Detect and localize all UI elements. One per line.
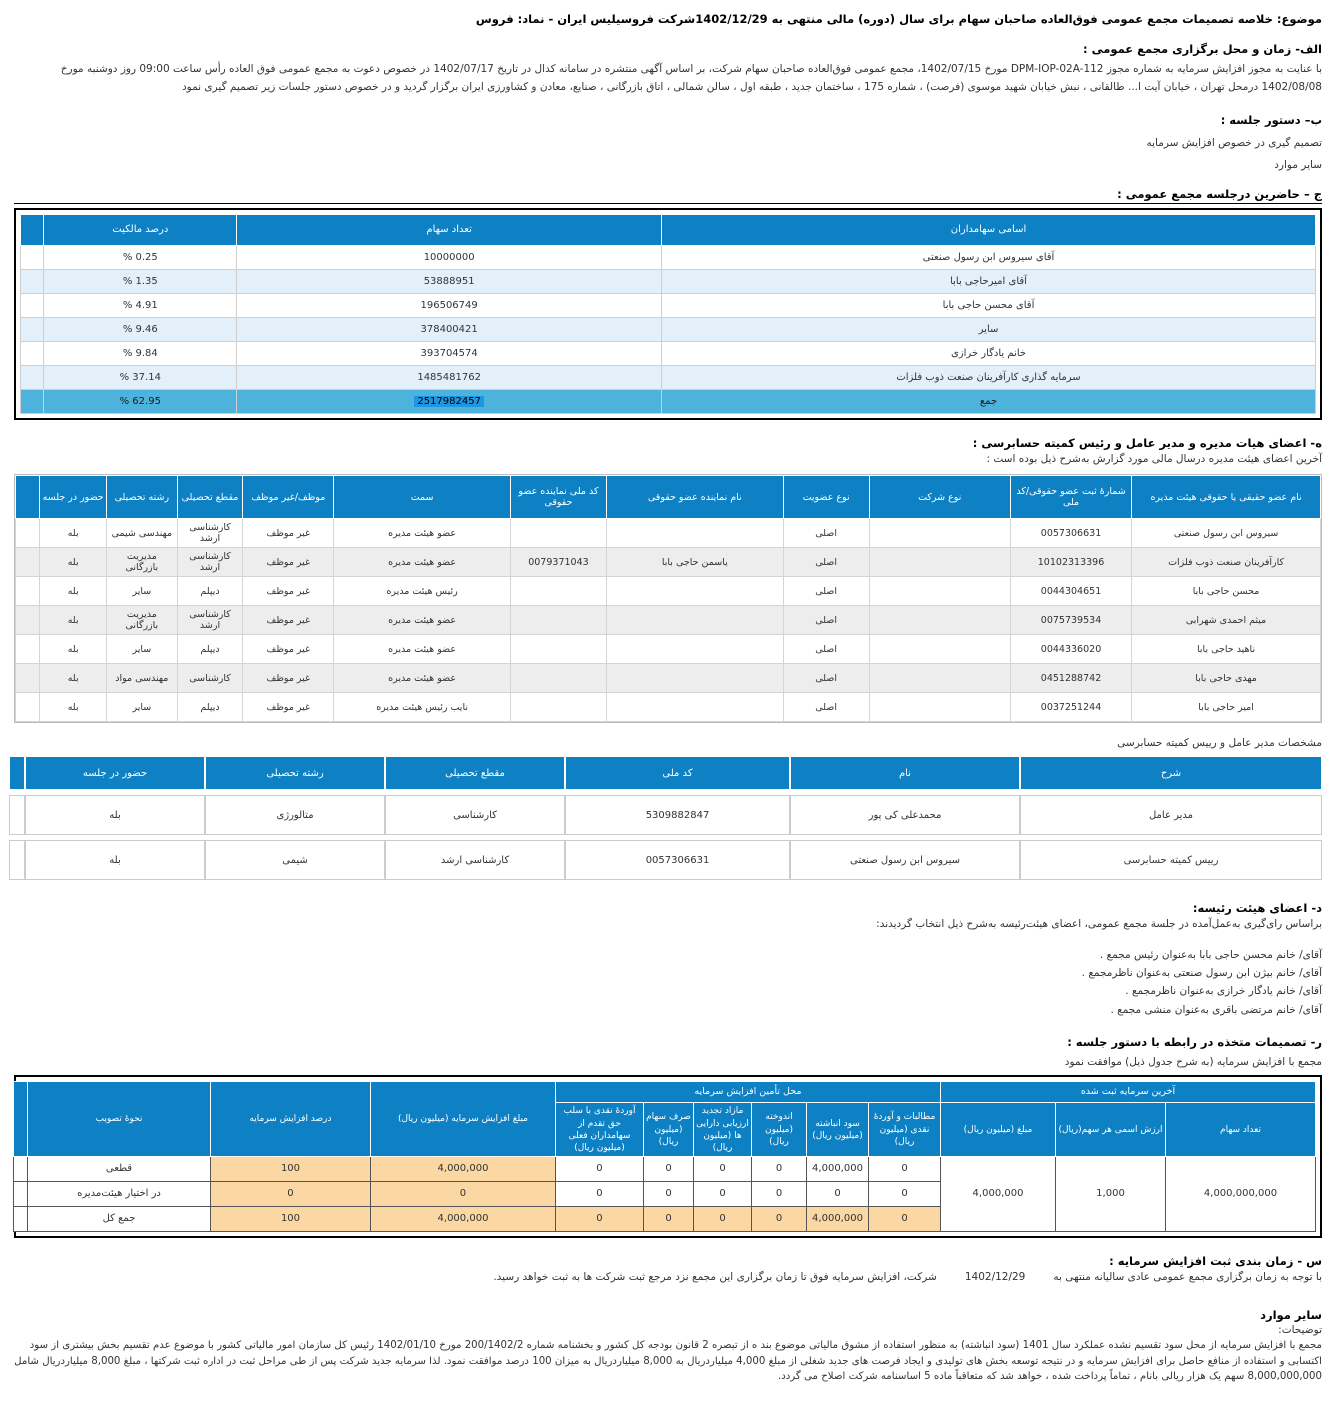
last-capital-par-value: 1,000 xyxy=(1056,1156,1166,1231)
col-member-name: نام عضو حقیقی یا حقوقی هیئت مدیره xyxy=(1132,476,1321,519)
member-name: مهدی حاجی بابا xyxy=(1132,664,1321,693)
empty-cell xyxy=(16,519,40,548)
attendance: بله xyxy=(40,577,107,606)
col-empty xyxy=(16,476,40,519)
shareholder-name: خانم یادگار خرازی xyxy=(662,341,1316,365)
col-person-name: نام xyxy=(790,756,1020,790)
col-reg-number: شمارهٔ ثبت عضو حقوقی/کد ملی xyxy=(1010,476,1131,519)
agenda-item: سایر موارد xyxy=(1274,158,1322,171)
position: عضو هیئت مدیره xyxy=(334,664,511,693)
col-membership-type: نوع عضویت xyxy=(783,476,869,519)
empty-cell xyxy=(16,548,40,577)
col-company-type: نوع شرکت xyxy=(869,476,1010,519)
ownership-percent: % 9.46 xyxy=(44,317,237,341)
attendees-table xyxy=(20,214,1316,414)
board-header-row xyxy=(16,476,1321,519)
field: مدیریت بازرگانی xyxy=(106,606,177,635)
chair-member: آقای/ خانم بیژن ابن رسول صنعتی به‌عنوان ناظرمجمع . xyxy=(1081,966,1322,979)
share-count: 1485481762 xyxy=(237,365,662,389)
attendees-heading: ج – حاضرین درجلسه مجمع عمومی : xyxy=(14,187,1322,204)
attendees-table-frame xyxy=(14,208,1322,420)
section-board xyxy=(14,436,1322,723)
col-empty xyxy=(13,1082,27,1157)
receivables-cash: 0 xyxy=(869,1156,941,1181)
board-table xyxy=(15,475,1321,722)
col-duty: موظف/غیر موظف xyxy=(243,476,334,519)
managers-table xyxy=(9,751,1322,885)
board-subheading: آخرین اعضای هیئت مدیره درسال مالی مورد گزارش به‌شرح ذیل بوده است : xyxy=(986,452,1322,465)
share-count: 196506749 xyxy=(237,293,662,317)
attendance: بله xyxy=(25,795,205,835)
field: متالورژی xyxy=(205,795,385,835)
degree: دیپلم xyxy=(177,635,243,664)
duty: غیر موظف xyxy=(243,664,334,693)
duty: غیر موظف xyxy=(243,577,334,606)
empty-cell xyxy=(21,293,44,317)
col-empty xyxy=(9,756,25,790)
decisions-heading: ر- تصمیمات متخذه در رابطه با دستور جلسه : xyxy=(1067,1035,1322,1049)
empty-cell xyxy=(21,341,44,365)
degree: دیپلم xyxy=(177,577,243,606)
degree: دیپلم xyxy=(177,693,243,722)
membership-type: اصلی xyxy=(783,693,869,722)
revaluation-surplus: 0 xyxy=(694,1206,752,1231)
receivables-cash: 0 xyxy=(869,1181,941,1206)
board-row xyxy=(16,664,1321,693)
col-receivables-cash: مطالبات و آوردهٔ نقدی (میلیون ریال) xyxy=(869,1103,941,1157)
reg-number: 0075739534 xyxy=(1010,606,1131,635)
col-degree: مقطع تحصیلی xyxy=(385,756,565,790)
section-agenda xyxy=(14,113,1322,171)
section-decisions xyxy=(14,1035,1322,1238)
empty-cell xyxy=(13,1156,27,1181)
share-premium: 0 xyxy=(644,1206,694,1231)
section-venue xyxy=(14,42,1322,97)
col-representative-code: کد ملی نماینده عضو حقوقی xyxy=(510,476,606,519)
group-last-registered-capital: آخرین سرمایه ثبت شده xyxy=(941,1082,1316,1103)
board-row xyxy=(16,635,1321,664)
empty-cell xyxy=(21,317,44,341)
retained-earnings: 0 xyxy=(807,1181,869,1206)
ownership-percent: % 1.35 xyxy=(44,269,237,293)
capital-table-frame xyxy=(14,1075,1322,1238)
chair-member: آقای/ خانم محسن حاجی بابا به‌عنوان رئیس مجمع . xyxy=(1099,948,1322,961)
position: نایب رئیس هیئت مدیره xyxy=(334,693,511,722)
national-code: 5309882847 xyxy=(565,795,790,835)
national-code: 0057306631 xyxy=(565,840,790,880)
empty-cell xyxy=(16,635,40,664)
position: عضو هیئت مدیره xyxy=(334,635,511,664)
increase-amount: 4,000,000 xyxy=(370,1156,555,1181)
company-type xyxy=(869,693,1010,722)
field: شیمی xyxy=(205,840,385,880)
duty: غیر موظف xyxy=(243,693,334,722)
position: رئیس هیئت مدیره xyxy=(334,577,511,606)
degree: کارشناسی xyxy=(385,795,565,835)
chairs-intro: براساس رای‌گیری به‌عمل‌آمده در جلسة مجمع عمومی، اعضای هیئت‌رئیسه به‌شرح ذیل انتخاب گردیدند: xyxy=(876,918,1322,931)
section-timing xyxy=(14,1254,1322,1286)
degree: کارشناسی ارشد xyxy=(385,840,565,880)
person-name: محمدعلی کی پور xyxy=(790,795,1020,835)
attendance: بله xyxy=(40,635,107,664)
membership-type: اصلی xyxy=(783,548,869,577)
member-name: امیر حاجی بابا xyxy=(1132,693,1321,722)
membership-type: اصلی xyxy=(783,635,869,664)
increase-amount: 4,000,000 xyxy=(370,1206,555,1231)
receivables-cash: 0 xyxy=(869,1206,941,1231)
representative-name xyxy=(606,519,783,548)
col-reserves: اندوخته (میلیون ریال) xyxy=(752,1103,807,1157)
attendance: بله xyxy=(40,693,107,722)
degree: کارشناسی ارشد xyxy=(177,548,243,577)
member-name: سیروس ابن رسول صنعتی xyxy=(1132,519,1321,548)
empty-cell xyxy=(16,577,40,606)
company-type xyxy=(869,519,1010,548)
membership-type: اصلی xyxy=(783,606,869,635)
reg-number: 0044304651 xyxy=(1010,577,1131,606)
attendees-header-row xyxy=(21,214,1316,245)
representative-name xyxy=(606,606,783,635)
reserves: 0 xyxy=(752,1181,807,1206)
board-row xyxy=(16,519,1321,548)
increase-percent: 100 xyxy=(210,1156,370,1181)
representative-code xyxy=(510,606,606,635)
col-shareholder-name: اسامی سهامداران xyxy=(662,214,1316,245)
capital-increase-table xyxy=(13,1081,1316,1232)
venue-paragraph: با عنایت به مجوز افزایش سرمایه به شماره مجوز DPM-IOP-02A-112 مورخ 1402/07/15، مجمع عمومی فوق‌العاده صاحبان سهام شرکت، بر اساس آگهی منتشره در سامانه کدال در تاریخ 1402/07/17 در خصوص دعوت به مجمع عمومی فوق العاده رأس ساعت 09:00 روز دوشنبه مورخ 1402/08/08 درمحل تهران ، خیابان آیت ا... طالقانی ، نبش خیابان شهید موسوی (فرصت) ، شماره 175 ، ساختمان جدید ، طبقه اول ، سالن شمالی ، اتاق بازرگانی ، صنایع، معادن و کشاورزی ایران برگزار گردید و در خصوص دستور جلسات زیر تصمیم گیری نمود xyxy=(60,63,1322,94)
capital-row-definite xyxy=(13,1156,1315,1181)
managers-title: مشخصات مدیر عامل و رییس کمیته حسابرسی xyxy=(1117,737,1322,750)
duty: غیر موظف xyxy=(243,519,334,548)
share-count: 10000000 xyxy=(237,245,662,269)
attendee-row xyxy=(21,269,1316,293)
empty-cell xyxy=(9,840,25,880)
company-type xyxy=(869,548,1010,577)
chairs-heading: د- اعضای هیئت رئیسه: xyxy=(1192,901,1322,916)
shareholder-name: آقای سیروس ابن رسول صنعتی xyxy=(662,245,1316,269)
representative-name xyxy=(606,635,783,664)
empty-cell xyxy=(16,664,40,693)
attendee-row xyxy=(21,293,1316,317)
membership-type: اصلی xyxy=(783,519,869,548)
field: مهندسی شیمی xyxy=(106,519,177,548)
selected-text: 2517982457 xyxy=(414,396,484,407)
section-managers xyxy=(14,737,1322,885)
duty: غیر موظف xyxy=(243,635,334,664)
representative-code xyxy=(510,664,606,693)
reg-number: 10102313396 xyxy=(1010,548,1131,577)
board-row xyxy=(16,693,1321,722)
role: رییس کمیته حسابرسی xyxy=(1020,840,1322,880)
field: مهندسی مواد xyxy=(106,664,177,693)
board-table-frame xyxy=(14,474,1322,723)
degree: کارشناسی xyxy=(177,664,243,693)
revaluation-surplus: 0 xyxy=(694,1156,752,1181)
attendance: بله xyxy=(40,548,107,577)
member-name: محسن حاجی بابا xyxy=(1132,577,1321,606)
empty-cell xyxy=(21,269,44,293)
capital-group-header-row xyxy=(13,1082,1315,1103)
empty-cell xyxy=(16,693,40,722)
attendance: بله xyxy=(40,519,107,548)
col-amount: مبلغ (میلیون ریال) xyxy=(941,1103,1056,1157)
representative-code xyxy=(510,577,606,606)
empty-cell xyxy=(16,606,40,635)
degree: کارشناسی ارشد xyxy=(177,606,243,635)
position: عضو هیئت مدیره xyxy=(334,548,511,577)
empty-cell xyxy=(21,389,44,413)
representative-name xyxy=(606,693,783,722)
last-capital-share-count: 4,000,000,000 xyxy=(1166,1156,1316,1231)
attendee-row xyxy=(21,341,1316,365)
reserves: 0 xyxy=(752,1156,807,1181)
shareholder-name: آقای محسن حاجی بابا xyxy=(662,293,1316,317)
attendance: بله xyxy=(40,606,107,635)
representative-code: 0079371043 xyxy=(510,548,606,577)
approval-method: قطعی xyxy=(27,1156,210,1181)
empty-cell xyxy=(21,365,44,389)
shareholder-name: آقای امیرحاجی بابا xyxy=(662,269,1316,293)
col-revaluation-surplus: مازاد تجدید ارزیابی دارایی ها (میلیون ریال) xyxy=(694,1103,752,1157)
total-share-count xyxy=(237,389,662,413)
share-premium: 0 xyxy=(644,1156,694,1181)
col-national-code: کد ملی xyxy=(565,756,790,790)
duty: غیر موظف xyxy=(243,548,334,577)
cash-rights-waiver: 0 xyxy=(555,1206,643,1231)
attendee-row xyxy=(21,365,1316,389)
page-title: موضوع: خلاصه تصمیمات مجمع عمومی فوق‌العاده صاحبان سهام برای سال (دوره) مالی منتهی به 1402/12/29شرکت فروسیلیس ایران - نماد: فروس xyxy=(475,12,1322,26)
revaluation-surplus: 0 xyxy=(694,1181,752,1206)
attendance: بله xyxy=(25,840,205,880)
attendee-row xyxy=(21,245,1316,269)
approval-method: جمع کل xyxy=(27,1206,210,1231)
duty: غیر موظف xyxy=(243,606,334,635)
agenda-heading: ب– دستور جلسه : xyxy=(1220,112,1322,127)
shareholder-name: سرمایه گذاری کارآفرینان صنعت ذوب فلزات xyxy=(662,365,1316,389)
notes-label: توضیحات: xyxy=(1278,1323,1322,1336)
degree: کارشناسی ارشد xyxy=(177,519,243,548)
col-role: شرح xyxy=(1020,756,1322,790)
managers-header-row xyxy=(9,756,1322,790)
timing-paragraph xyxy=(14,1270,1322,1286)
other-heading: سایر موارد xyxy=(1260,1307,1322,1322)
col-retained-earnings: سود انباشته (میلیون ریال) xyxy=(807,1103,869,1157)
col-representative-name: نام نماینده عضو حقوقی xyxy=(606,476,783,519)
total-ownership-percent: % 62.95 xyxy=(44,389,237,413)
board-row xyxy=(16,577,1321,606)
managers-table-frame xyxy=(14,751,1322,885)
membership-type: اصلی xyxy=(783,664,869,693)
col-empty xyxy=(21,214,44,245)
total-label: جمع xyxy=(662,389,1316,413)
representative-code xyxy=(510,693,606,722)
empty-cell xyxy=(13,1206,27,1231)
field: سایر xyxy=(106,693,177,722)
attendance: بله xyxy=(40,664,107,693)
company-type xyxy=(869,664,1010,693)
retained-earnings: 4,000,000 xyxy=(807,1206,869,1231)
member-name: ناهید حاجی بابا xyxy=(1132,635,1321,664)
chair-member: آقای/ خانم مرتضی باقری به‌عنوان منشی مجمع . xyxy=(1110,1003,1322,1016)
timing-heading: س - زمان بندی ثبت افزایش سرمایه : xyxy=(1109,1253,1322,1268)
share-count: 393704574 xyxy=(237,341,662,365)
reg-number: 0037251244 xyxy=(1010,693,1131,722)
col-par-value: ارزش اسمی هر سهم(ریال) xyxy=(1056,1103,1166,1157)
representative-code xyxy=(510,519,606,548)
reg-number: 0057306631 xyxy=(1010,519,1131,548)
timing-rest-text: شرکت، افزایش سرمایه فوق تا زمان برگزاری این مجمع نزد مرجع ثبت شرکت ها به ثبت خواهد رسید. xyxy=(493,1270,937,1283)
col-attendance: حضور در جلسه xyxy=(40,476,107,519)
decisions-note: مجمع با افزایش سرمایه (به شرح جدول ذیل) موافقت نمود xyxy=(1064,1056,1322,1068)
ownership-percent: % 4.91 xyxy=(44,293,237,317)
ownership-percent: % 9.84 xyxy=(44,341,237,365)
section-other xyxy=(14,1308,1322,1385)
col-share-premium: صرف سهام (میلیون ریال) xyxy=(644,1103,694,1157)
member-name: کارآفرینان صنعت ذوب فلزات xyxy=(1132,548,1321,577)
share-count: 53888951 xyxy=(237,269,662,293)
empty-cell xyxy=(9,795,25,835)
board-row xyxy=(16,606,1321,635)
board-row xyxy=(16,548,1321,577)
approval-method: در اختیار هیئت‌مدیره xyxy=(27,1181,210,1206)
ownership-percent: % 37.14 xyxy=(44,365,237,389)
increase-percent: 0 xyxy=(210,1181,370,1206)
col-degree: مقطع تحصیلی xyxy=(177,476,243,519)
last-capital-amount: 4,000,000 xyxy=(941,1156,1056,1231)
reg-number: 0451288742 xyxy=(1010,664,1131,693)
col-cash-rights-waiver: آوردهٔ نقدی با سلب حق تقدم از سهامداران فعلی (میلیون ریال) xyxy=(555,1103,643,1157)
field: سایر xyxy=(106,577,177,606)
reg-number: 0044336020 xyxy=(1010,635,1131,664)
share-premium: 0 xyxy=(644,1181,694,1206)
col-attendance: حضور در جلسه xyxy=(25,756,205,790)
col-approval-method: نحوهٔ تصویب xyxy=(27,1082,210,1157)
col-position: سمت xyxy=(334,476,511,519)
increase-percent: 100 xyxy=(210,1206,370,1231)
col-increase-percent: درصد افزایش سرمایه xyxy=(210,1082,370,1157)
field: مدیریت بازرگانی xyxy=(106,548,177,577)
attendees-total-row xyxy=(21,389,1316,413)
attendee-row xyxy=(21,317,1316,341)
representative-name: یاسمن حاجی بابا xyxy=(606,548,783,577)
member-name: میثم احمدی شهرابی xyxy=(1132,606,1321,635)
person-name: سیروس ابن رسول صنعتی xyxy=(790,840,1020,880)
representative-name xyxy=(606,664,783,693)
col-field: رشته تحصیلی xyxy=(205,756,385,790)
manager-row xyxy=(9,795,1322,835)
section-attendees xyxy=(14,187,1322,420)
manager-row xyxy=(9,840,1322,880)
board-heading: ه- اعضای هیات مدیره و مدیر عامل و رئیس کمیته حسابرسی : xyxy=(972,435,1322,450)
shareholder-name: سایر xyxy=(662,317,1316,341)
reserves: 0 xyxy=(752,1206,807,1231)
company-type xyxy=(869,606,1010,635)
agenda-item: تصمیم گیری در خصوص افزایش سرمایه xyxy=(1146,136,1322,149)
timing-date: 1402/12/29 xyxy=(964,1270,1026,1283)
col-ownership-percent: درصد مالکیت xyxy=(44,214,237,245)
empty-cell xyxy=(21,245,44,269)
ownership-percent: % 0.25 xyxy=(44,245,237,269)
empty-cell xyxy=(13,1181,27,1206)
company-type xyxy=(869,635,1010,664)
representative-code xyxy=(510,635,606,664)
explanation-paragraph: مجمع با افزایش سرمایه از محل سود تقسیم نشده عملکرد سال 1401 (سود انباشته) به منظور استفاده از مشوق مالیاتی موضوع بند ه از تبصره 2 قانون بودجه کل کشور و بخشنامه شماره 200/1402/2 مورخ 1402/01/10 رئیس کل سازمان امور مالیاتی کشور با موضوع عدم تقسیم بخش بیشتری از سود اکتسابی و استفاده از منافع حاصل برای افزایش سرمایه و در نتیجه توسعه بخش های تولیدی و ایجاد فرصت های جدید شغلی از مبلغ 4,000 میلیاردریال به 8,000 میلیاردریال به میزان 100 درصد موافقت نمود. لذا سرمایه جدید شرکت پس از طی مراحل ثبت در اداره ثبت شرکتها ، مبلغ 8,000 میلیاردریال شامل 8,000,000,000 سهم یک هزار ریالی بانام ، تماماً پرداخت شده ، خواهد شد که متعاقباً ماده 5 اساسنامه شرکت اصلاح می گردد. xyxy=(14,1339,1322,1383)
membership-type: اصلی xyxy=(783,577,869,606)
field: سایر xyxy=(106,635,177,664)
share-count: 378400421 xyxy=(237,317,662,341)
cash-rights-waiver: 0 xyxy=(555,1181,643,1206)
col-field: رشته تحصیلی xyxy=(106,476,177,519)
representative-name xyxy=(606,577,783,606)
timing-lead-text: با توجه به زمان برگزاری مجمع عمومی عادی سالیانه منتهی به xyxy=(1053,1270,1322,1283)
col-increase-amount: مبلغ افزایش سرمایه (میلیون ریال) xyxy=(370,1082,555,1157)
retained-earnings: 4,000,000 xyxy=(807,1156,869,1181)
venue-heading: الف- زمان و محل برگزاری مجمع عمومی : xyxy=(1083,42,1322,56)
col-share-count: تعداد سهام xyxy=(237,214,662,245)
chair-member: آقای/ خانم یادگار خرازی به‌عنوان ناظرمجمع . xyxy=(1125,985,1322,998)
role: مدیر عامل xyxy=(1020,795,1322,835)
cash-rights-waiver: 0 xyxy=(555,1156,643,1181)
increase-amount: 0 xyxy=(370,1181,555,1206)
col-share-count: تعداد سهام xyxy=(1166,1103,1316,1157)
position: عضو هیئت مدیره xyxy=(334,519,511,548)
position: عضو هیئت مدیره xyxy=(334,606,511,635)
section-chairs xyxy=(14,901,1322,1019)
company-type xyxy=(869,577,1010,606)
group-increase-source: محل تأمین افزایش سرمایه xyxy=(555,1082,940,1103)
